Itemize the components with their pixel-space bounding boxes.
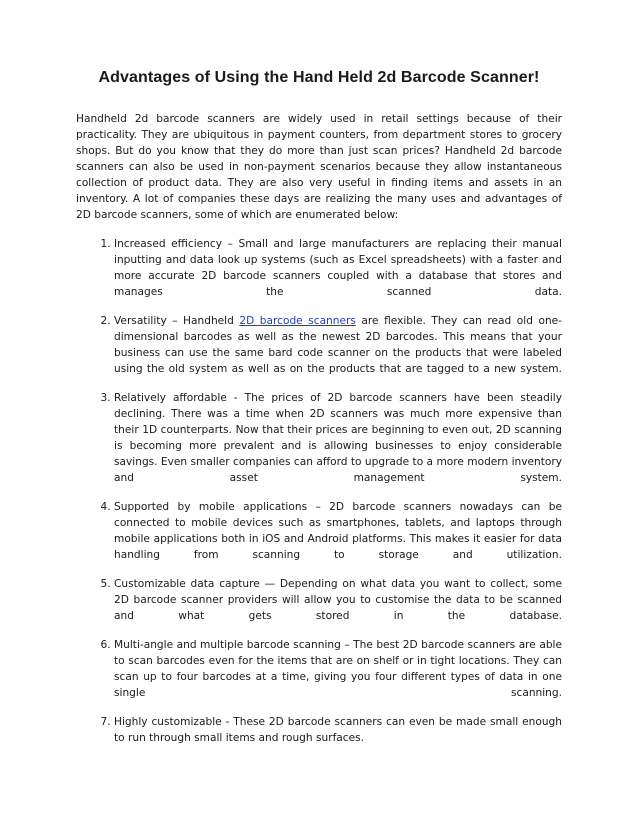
list-item-text-before-link: Versatility – Handheld xyxy=(114,315,240,327)
list-item xyxy=(114,236,562,300)
list-item-text: Relatively affordable - The prices of 2D barcode scanners have been steadily declining. There was a time when 2D scanners was much more expensive than their 1D counterparts. Now that their prices are beginning to even out, 2D scanning is becoming more prevalent and is allowing businesses to enjoy considerable savings. Even smaller companies can afford to upgrade to a more modern inventory and asset management system. xyxy=(114,392,562,484)
list-item xyxy=(114,499,562,563)
document-title: Advantages of Using the Hand Held 2d Barcode Scanner! xyxy=(98,69,540,86)
barcode-scanners-link[interactable]: 2D barcode scanners xyxy=(239,315,356,327)
list-item-text: Increased efficiency – Small and large manufacturers are replacing their manual inputting and data look up systems (such as Excel spreadsheets) with a faster and more accurate 2D barcode scanners coupled with a database that stores and manages the scanned data. xyxy=(114,238,562,298)
list-item-text-after-link: are flexible. They can read old one-dimensional barcodes as well as the newest 2D barcodes. This means that your business can use the same bard code scanner on the products that were labeled using the old system as well as on the products that are tagged to a new system. xyxy=(114,315,562,375)
advantages-list xyxy=(76,236,562,746)
intro-paragraph: Handheld 2d barcode scanners are widely used in retail settings because of their practicality. They are ubiquitous in payment counters, from department stores to grocery shops. But do you know that they do more than just scan prices? Handheld 2d barcode scanners can also be used in non-payment scenarios because they allow instantaneous collection of product data. They are also very useful in finding items and assets in an inventory. A lot of companies these days are realizing the many uses and advantages of 2D barcode scanners, some of which are enumerated below: xyxy=(76,113,562,221)
list-item-text: Supported by mobile applications – 2D barcode scanners nowadays can be connected to mobile devices such as smartphones, tablets, and laptops through mobile applications both in iOS and Android platforms. This makes it easier for data handling from scanning to storage and utilization. xyxy=(114,501,562,561)
list-item xyxy=(114,714,562,746)
list-item-text: Customizable data capture — Depending on what data you want to collect, some 2D barcode scanner providers will allow you to customise the data to be scanned and what gets stored in the database. xyxy=(114,578,562,622)
list-item-text: Highly customizable - These 2D barcode scanners can even be made small enough to run through small items and rough surfaces. xyxy=(114,716,562,744)
list-item xyxy=(114,637,562,701)
list-item xyxy=(114,576,562,624)
list-item xyxy=(114,390,562,486)
list-item xyxy=(114,313,562,377)
list-item-text: Multi-angle and multiple barcode scanning – The best 2D barcode scanners are able to scan barcodes even for the items that are on shelf or in tight locations. They can scan up to four barcodes at a time, giving you four different types of data in one single scanning. xyxy=(114,639,562,699)
